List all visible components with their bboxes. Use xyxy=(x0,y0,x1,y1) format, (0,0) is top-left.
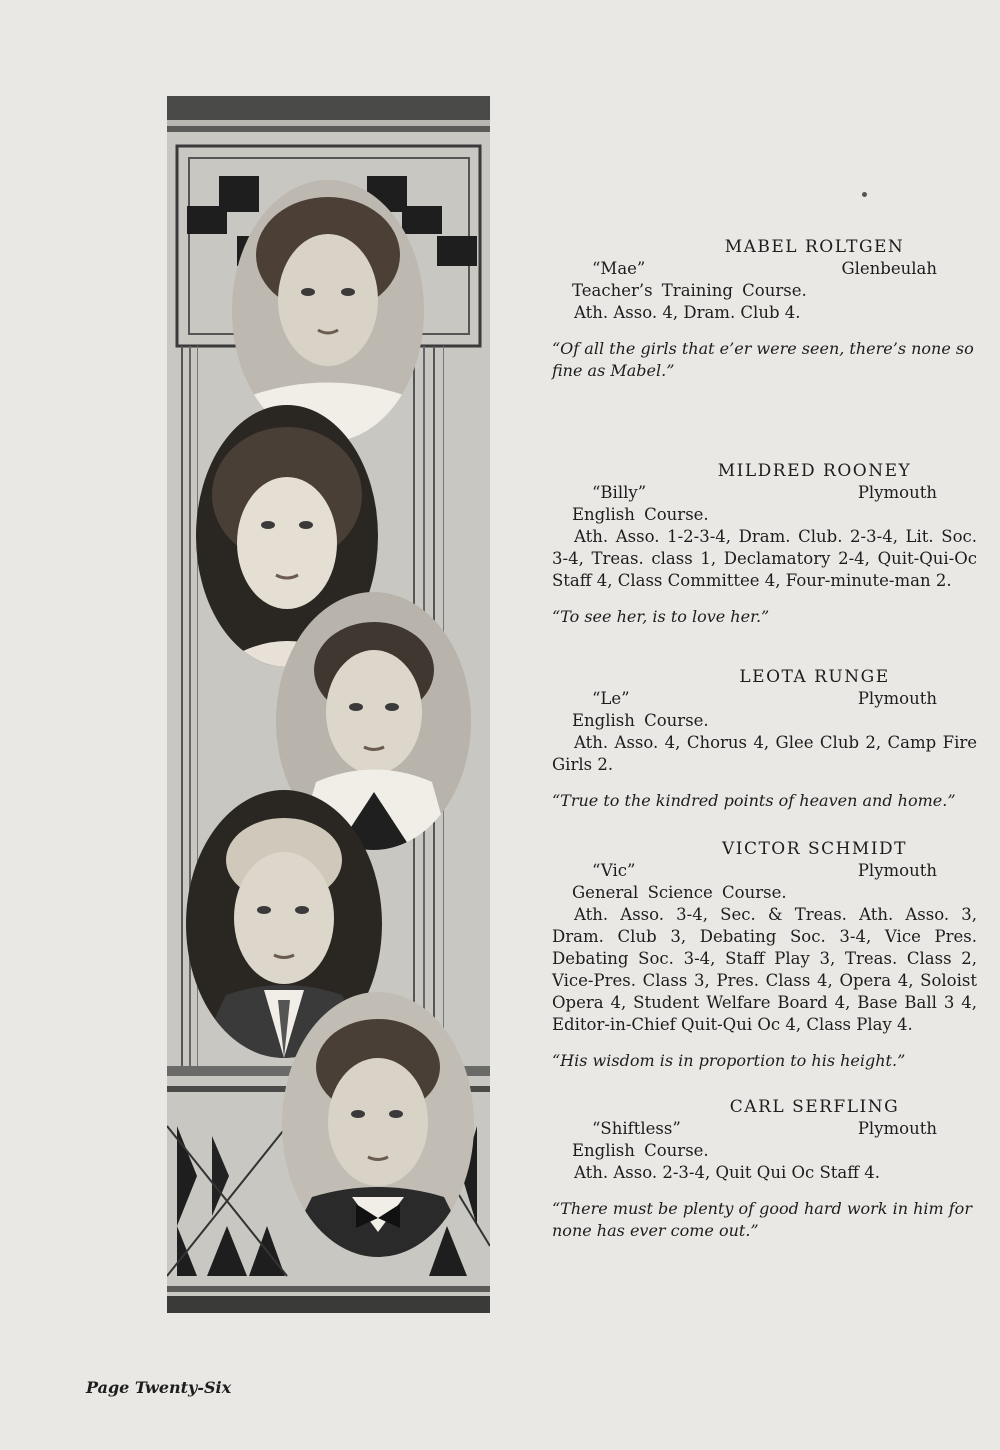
student-entry xyxy=(552,460,977,628)
student-quote: “There must be plenty of good hard work in him for none has ever come out.” xyxy=(552,1199,972,1240)
student-activities: Ath. Asso. 4, Dram. Club 4. xyxy=(574,303,801,322)
student-activities: Ath. Asso. 1-2-3-4, Dram. Club. 2-3-4, Lit. Soc. 3-4, Treas. class 1, Declamatory 2-4, Quit-Qui-Oc Staff 4, Class Committee 4, Four-minute-man 2. xyxy=(552,527,977,590)
student-quote: “True to the kindred points of heaven and home.” xyxy=(552,791,956,810)
student-quote: “To see her, is to love her.” xyxy=(552,607,770,626)
student-entry xyxy=(552,838,977,1072)
student-nickname: “Shiftless” xyxy=(592,1119,681,1138)
student-activities: Ath. Asso. 2-3-4, Quit Qui Oc Staff 4. xyxy=(574,1163,880,1182)
student-nickname: “Le” xyxy=(592,689,630,708)
ink-speck xyxy=(862,192,867,197)
student-name: CARL SERFLING xyxy=(729,1097,900,1117)
student-hometown: Plymouth xyxy=(857,1119,937,1138)
student-course: English Course. xyxy=(572,505,709,524)
student-hometown: Plymouth xyxy=(857,483,937,502)
student-entry xyxy=(552,236,977,382)
student-course: General Science Course. xyxy=(572,883,787,902)
student-entry xyxy=(552,1096,977,1242)
student-hometown: Plymouth xyxy=(857,861,937,880)
student-nickname: “Billy” xyxy=(592,483,647,502)
student-course: Teacher’s Training Course. xyxy=(572,281,807,300)
portrait-photo xyxy=(232,180,424,442)
student-name: VICTOR SCHMIDT xyxy=(721,839,908,859)
student-quote: “His wisdom is in proportion to his height.” xyxy=(552,1051,906,1070)
student-hometown: Glenbeulah xyxy=(841,259,937,278)
page-number: Page Twenty-Six xyxy=(86,1378,232,1397)
student-nickname: “Vic” xyxy=(592,861,636,880)
portrait-photo xyxy=(282,992,474,1257)
student-entry xyxy=(552,666,977,812)
student-quote: “Of all the girls that e’er were seen, there’s none so fine as Mabel.” xyxy=(552,339,974,380)
student-course: English Course. xyxy=(572,1141,709,1160)
student-course: English Course. xyxy=(572,711,709,730)
student-name: LEOTA RUNGE xyxy=(739,667,890,687)
student-name: MILDRED ROONEY xyxy=(717,461,912,481)
student-hometown: Plymouth xyxy=(857,689,937,708)
student-activities: Ath. Asso. 4, Chorus 4, Glee Club 2, Camp Fire Girls 2. xyxy=(552,733,977,774)
student-nickname: “Mae” xyxy=(592,259,646,278)
student-activities: Ath. Asso. 3-4, Sec. & Treas. Ath. Asso. 3, Dram. Club 3, Debating Soc. 3-4, Vice Pres. Debating Soc. 3-4, Staff Play 3, Treas. Class 2, Vice-Pres. Class 3, Pres. Class 4, Opera 4, Soloist Opera 4, Student Welfare Board 4, Base Ball 3 4, Editor-in-Chief Quit-Qui Oc 4, Class Play 4. xyxy=(552,905,977,1034)
student-name: MABEL ROLTGEN xyxy=(724,237,905,257)
